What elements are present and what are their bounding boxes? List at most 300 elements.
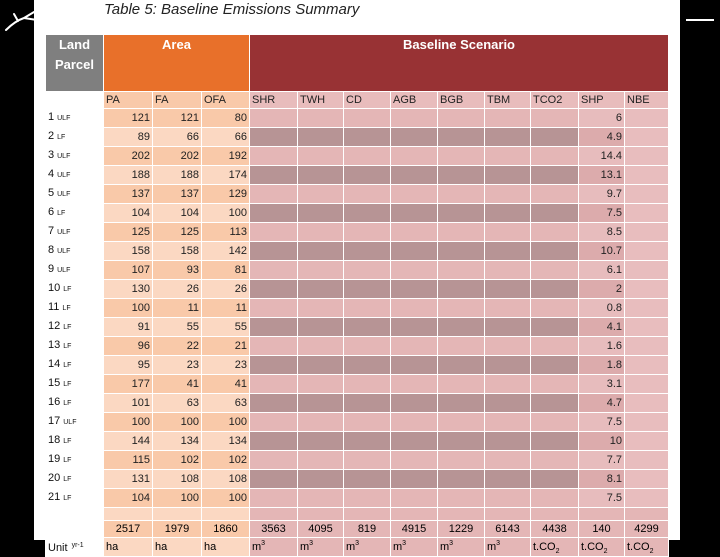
nbe-cell: [625, 223, 669, 242]
shr-cell: [250, 242, 298, 261]
parcel-suffix: ULF: [57, 115, 71, 122]
ofa-cell: 80: [202, 109, 250, 128]
ofa-cell: 26: [202, 280, 250, 299]
fa-cell: 188: [153, 166, 202, 185]
cd-cell: [344, 147, 391, 166]
ofa-cell: 108: [202, 470, 250, 489]
agb-cell: [391, 166, 438, 185]
tbm-cell: [485, 318, 531, 337]
agb-cell: [391, 318, 438, 337]
agb-cell: [391, 147, 438, 166]
ofa-cell: 142: [202, 242, 250, 261]
table-row: [46, 204, 669, 223]
unit-cell: [438, 538, 485, 557]
parcel-suffix: LF: [63, 400, 72, 407]
shr-cell: [250, 356, 298, 375]
unit-exponent: 3: [355, 540, 360, 547]
ofa-cell: 129: [202, 185, 250, 204]
parcel-number: 4: [48, 168, 55, 180]
fa-cell: 63: [153, 394, 202, 413]
spacer-cell: [391, 508, 438, 521]
pa-cell: 188: [104, 166, 153, 185]
spacer-row: [46, 508, 669, 521]
parcel-suffix: ULF: [57, 172, 71, 179]
fa-cell: 108: [153, 470, 202, 489]
bgb-cell: [438, 109, 485, 128]
shr-cell: [250, 394, 298, 413]
nbe-cell: [625, 413, 669, 432]
column-header: TCO2: [531, 92, 579, 109]
spacer-cell: [485, 508, 531, 521]
agb-cell: [391, 375, 438, 394]
parcel-suffix: LF: [57, 210, 66, 217]
column-header-row: [46, 92, 669, 109]
nbe-cell: [625, 109, 669, 128]
table-row: [46, 223, 669, 242]
fa-cell: 102: [153, 451, 202, 470]
shr-cell: [250, 261, 298, 280]
unit-label: Unit: [48, 542, 68, 554]
tbm-cell: [485, 432, 531, 451]
parcel-suffix: LF: [63, 457, 72, 464]
parcel-suffix: ULF: [57, 229, 71, 236]
tbm-cell: [485, 375, 531, 394]
parcel-number: 7: [48, 225, 55, 237]
shr-cell: [250, 413, 298, 432]
nbe-cell: [625, 280, 669, 299]
shp-cell: 4.7: [579, 394, 625, 413]
shr-cell: [250, 375, 298, 394]
unit-value: t.CO: [533, 541, 556, 553]
spacer-cell: [438, 508, 485, 521]
spacer-cell: [104, 508, 153, 521]
shr-cell: [250, 470, 298, 489]
total-cell: 4095: [298, 521, 344, 538]
fa-cell: 134: [153, 432, 202, 451]
tco2-cell: [531, 470, 579, 489]
land-parcel-cell: [46, 337, 104, 356]
table-row: [46, 451, 669, 470]
table-row: [46, 356, 669, 375]
unit-cell: [625, 538, 669, 557]
parcel-number: 20: [48, 472, 61, 484]
tbm-cell: [485, 451, 531, 470]
ofa-cell: 23: [202, 356, 250, 375]
tco2-cell: [531, 337, 579, 356]
unit-value: ha: [204, 541, 217, 553]
fa-cell: 55: [153, 318, 202, 337]
bgb-cell: [438, 299, 485, 318]
unit-subscript: 2: [649, 548, 654, 556]
shp-cell: 7.5: [579, 413, 625, 432]
pa-cell: 158: [104, 242, 153, 261]
nbe-cell: [625, 489, 669, 508]
parcel-number: 16: [48, 396, 61, 408]
table-row: [46, 147, 669, 166]
shp-cell: 1.8: [579, 356, 625, 375]
spacer-cell: [625, 508, 669, 521]
table-row: [46, 413, 669, 432]
twh-cell: [298, 261, 344, 280]
ofa-cell: 81: [202, 261, 250, 280]
tbm-cell: [485, 394, 531, 413]
cd-cell: [344, 318, 391, 337]
land-parcel-cell: [46, 166, 104, 185]
twh-cell: [298, 489, 344, 508]
header-row: [46, 35, 669, 92]
bgb-cell: [438, 375, 485, 394]
table-row: [46, 109, 669, 128]
shp-cell: 2: [579, 280, 625, 299]
shp-cell: 8.1: [579, 470, 625, 489]
tco2-cell: [531, 128, 579, 147]
parcel-suffix: ULF: [63, 419, 77, 426]
fa-cell: 23: [153, 356, 202, 375]
column-header: NBE: [625, 92, 669, 109]
agb-cell: [391, 261, 438, 280]
land-parcel-cell: [46, 128, 104, 147]
agb-cell: [391, 432, 438, 451]
fa-cell: 121: [153, 109, 202, 128]
twh-cell: [298, 109, 344, 128]
column-header: CD: [344, 92, 391, 109]
land-parcel-cell: [46, 318, 104, 337]
ofa-cell: 41: [202, 375, 250, 394]
parcel-suffix: LF: [63, 343, 72, 350]
column-header: OFA: [202, 92, 250, 109]
unit-value: m: [346, 541, 356, 553]
fa-cell: 26: [153, 280, 202, 299]
total-cell: 1229: [438, 521, 485, 538]
unit-exponent: 3: [402, 540, 407, 547]
unit-exponent: 3: [309, 540, 314, 547]
shp-cell: 10: [579, 432, 625, 451]
fa-cell: 93: [153, 261, 202, 280]
shr-cell: [250, 451, 298, 470]
parcel-number: 21: [48, 491, 61, 503]
twh-cell: [298, 318, 344, 337]
table-row: [46, 489, 669, 508]
shp-cell: 14.4: [579, 147, 625, 166]
land-parcel-header: Land Parcel: [46, 35, 104, 92]
land-parcel-cell: [46, 261, 104, 280]
nbe-cell: [625, 128, 669, 147]
shr-cell: [250, 280, 298, 299]
total-cell: 2517: [104, 521, 153, 538]
bgb-cell: [438, 356, 485, 375]
tco2-cell: [531, 432, 579, 451]
bgb-cell: [438, 432, 485, 451]
cd-cell: [344, 356, 391, 375]
shr-cell: [250, 489, 298, 508]
land-parcel-cell: [46, 242, 104, 261]
spacer-cell: [153, 508, 202, 521]
parcel-number: 13: [48, 339, 61, 351]
cd-cell: [344, 261, 391, 280]
unit-exponent: 3: [496, 540, 501, 547]
shp-cell: 3.1: [579, 375, 625, 394]
bird-logo-icon: [4, 10, 38, 34]
ofa-cell: 174: [202, 166, 250, 185]
cd-cell: [344, 166, 391, 185]
parcel-number: 12: [48, 320, 61, 332]
unit-cell: [579, 538, 625, 557]
tbm-cell: [485, 470, 531, 489]
shr-cell: [250, 147, 298, 166]
spacer-cell: [344, 508, 391, 521]
twh-cell: [298, 299, 344, 318]
agb-cell: [391, 280, 438, 299]
shr-cell: [250, 318, 298, 337]
shr-cell: [250, 299, 298, 318]
bgb-cell: [438, 223, 485, 242]
parcel-suffix: ULF: [57, 248, 71, 255]
pa-cell: 202: [104, 147, 153, 166]
parcel-number: 6: [48, 206, 55, 218]
tco2-cell: [531, 280, 579, 299]
table-row: [46, 166, 669, 185]
shp-cell: 7.5: [579, 204, 625, 223]
shr-cell: [250, 109, 298, 128]
ofa-cell: 102: [202, 451, 250, 470]
nbe-cell: [625, 242, 669, 261]
tco2-cell: [531, 318, 579, 337]
tco2-cell: [531, 109, 579, 128]
nbe-cell: [625, 318, 669, 337]
shp-cell: 10.7: [579, 242, 625, 261]
nbe-cell: [625, 432, 669, 451]
column-header: TWH: [298, 92, 344, 109]
bgb-cell: [438, 394, 485, 413]
baseline-scenario-header: Baseline Scenario: [250, 35, 669, 92]
cd-cell: [344, 375, 391, 394]
shp-cell: 6: [579, 109, 625, 128]
tbm-cell: [485, 147, 531, 166]
totals-label-cell: [46, 521, 104, 538]
twh-cell: [298, 128, 344, 147]
shp-cell: 4.9: [579, 128, 625, 147]
bgb-cell: [438, 204, 485, 223]
unit-value: m: [440, 541, 450, 553]
unit-label-cell: [46, 538, 104, 557]
nbe-cell: [625, 204, 669, 223]
ofa-cell: 55: [202, 318, 250, 337]
agb-cell: [391, 223, 438, 242]
cd-cell: [344, 223, 391, 242]
parcel-number: 8: [48, 244, 55, 256]
shr-cell: [250, 337, 298, 356]
bgb-cell: [438, 280, 485, 299]
unit-value: m: [487, 541, 497, 553]
unit-cell: [344, 538, 391, 557]
tbm-cell: [485, 204, 531, 223]
nbe-cell: [625, 394, 669, 413]
cd-cell: [344, 299, 391, 318]
parcel-suffix: ULF: [57, 267, 71, 274]
bgb-cell: [438, 337, 485, 356]
bgb-cell: [438, 413, 485, 432]
land-parcel-cell: [46, 375, 104, 394]
parcel-number: 19: [48, 453, 61, 465]
cd-cell: [344, 204, 391, 223]
table-row: [46, 299, 669, 318]
emissions-table: [45, 34, 669, 557]
parcel-suffix: LF: [63, 324, 72, 331]
tco2-cell: [531, 166, 579, 185]
twh-cell: [298, 185, 344, 204]
unit-value: m: [393, 541, 403, 553]
ofa-cell: 134: [202, 432, 250, 451]
pa-cell: 89: [104, 128, 153, 147]
cd-cell: [344, 470, 391, 489]
ofa-cell: 113: [202, 223, 250, 242]
shr-cell: [250, 185, 298, 204]
totals-row: [46, 521, 669, 538]
nbe-cell: [625, 185, 669, 204]
tbm-cell: [485, 185, 531, 204]
tbm-cell: [485, 223, 531, 242]
tco2-cell: [531, 356, 579, 375]
parcel-number: 11: [48, 301, 60, 313]
cd-cell: [344, 185, 391, 204]
twh-cell: [298, 413, 344, 432]
cd-cell: [344, 489, 391, 508]
fa-cell: 11: [153, 299, 202, 318]
area-header: Area: [104, 35, 250, 92]
twh-cell: [298, 470, 344, 489]
cd-cell: [344, 413, 391, 432]
cd-cell: [344, 451, 391, 470]
parcel-suffix: ULF: [57, 191, 71, 198]
tbm-cell: [485, 242, 531, 261]
unit-value: t.CO: [581, 541, 604, 553]
twh-cell: [298, 204, 344, 223]
ofa-cell: 100: [202, 204, 250, 223]
column-header: PA: [104, 92, 153, 109]
table-row: [46, 242, 669, 261]
land-parcel-cell: [46, 204, 104, 223]
pa-cell: 91: [104, 318, 153, 337]
ofa-cell: 21: [202, 337, 250, 356]
twh-cell: [298, 451, 344, 470]
shp-cell: 7.5: [579, 489, 625, 508]
total-cell: 4438: [531, 521, 579, 538]
pa-cell: 104: [104, 489, 153, 508]
ofa-cell: 66: [202, 128, 250, 147]
table-row: [46, 280, 669, 299]
fa-cell: 202: [153, 147, 202, 166]
agb-cell: [391, 299, 438, 318]
table-row: [46, 470, 669, 489]
total-cell: 819: [344, 521, 391, 538]
unit-cell: [531, 538, 579, 557]
shr-cell: [250, 166, 298, 185]
twh-cell: [298, 242, 344, 261]
unit-cell: [298, 538, 344, 557]
twh-cell: [298, 356, 344, 375]
parcel-number: 5: [48, 187, 55, 199]
pa-cell: 144: [104, 432, 153, 451]
shp-cell: 9.7: [579, 185, 625, 204]
twh-cell: [298, 394, 344, 413]
land-parcel-cell: [46, 470, 104, 489]
nbe-cell: [625, 299, 669, 318]
shr-cell: [250, 223, 298, 242]
pa-cell: 177: [104, 375, 153, 394]
nbe-cell: [625, 451, 669, 470]
tco2-cell: [531, 242, 579, 261]
land-parcel-cell: [46, 185, 104, 204]
tco2-cell: [531, 299, 579, 318]
bgb-cell: [438, 261, 485, 280]
parcel-number: 2: [48, 130, 55, 142]
table-row: [46, 432, 669, 451]
table-row: [46, 318, 669, 337]
shp-cell: 8.5: [579, 223, 625, 242]
pa-cell: 96: [104, 337, 153, 356]
fa-cell: 137: [153, 185, 202, 204]
nbe-cell: [625, 337, 669, 356]
tbm-cell: [485, 128, 531, 147]
total-cell: 140: [579, 521, 625, 538]
fa-cell: 41: [153, 375, 202, 394]
agb-cell: [391, 109, 438, 128]
unit-cell: [250, 538, 298, 557]
parcel-number: 18: [48, 434, 61, 446]
shp-cell: 13.1: [579, 166, 625, 185]
fa-cell: 66: [153, 128, 202, 147]
unit-row: [46, 538, 669, 557]
cd-cell: [344, 109, 391, 128]
tco2-cell: [531, 375, 579, 394]
land-parcel-cell: [46, 394, 104, 413]
fa-cell: 100: [153, 413, 202, 432]
ofa-cell: 11: [202, 299, 250, 318]
bgb-cell: [438, 166, 485, 185]
bgb-cell: [438, 242, 485, 261]
shp-cell: 1.6: [579, 337, 625, 356]
pa-cell: 100: [104, 413, 153, 432]
parcel-suffix: LF: [63, 476, 72, 483]
twh-cell: [298, 432, 344, 451]
twh-cell: [298, 223, 344, 242]
land-parcel-cell: [46, 223, 104, 242]
parcel-number: 1: [48, 111, 55, 123]
tco2-cell: [531, 147, 579, 166]
twh-cell: [298, 337, 344, 356]
total-cell: 6143: [485, 521, 531, 538]
tco2-cell: [531, 413, 579, 432]
tbm-cell: [485, 489, 531, 508]
agb-cell: [391, 185, 438, 204]
column-header: SHR: [250, 92, 298, 109]
unit-cell: [104, 538, 153, 557]
twh-cell: [298, 280, 344, 299]
agb-cell: [391, 128, 438, 147]
tbm-cell: [485, 261, 531, 280]
fa-cell: 125: [153, 223, 202, 242]
nbe-cell: [625, 147, 669, 166]
cd-cell: [344, 432, 391, 451]
pa-cell: 101: [104, 394, 153, 413]
agb-cell: [391, 394, 438, 413]
ofa-cell: 100: [202, 489, 250, 508]
unit-exponent: 3: [261, 540, 266, 547]
cd-cell: [344, 394, 391, 413]
fa-cell: 100: [153, 489, 202, 508]
unit-value: m: [300, 541, 310, 553]
tbm-cell: [485, 413, 531, 432]
